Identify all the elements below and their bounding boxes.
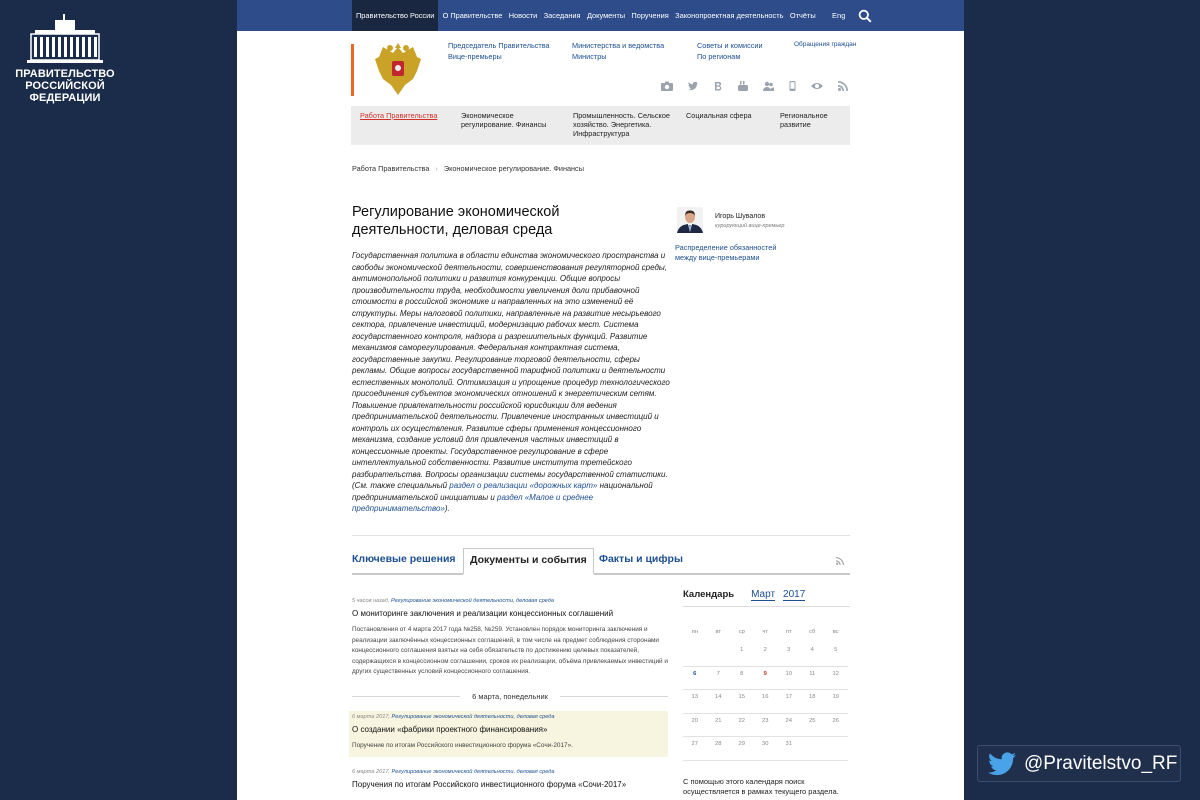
calendar-day[interactable]: 28 bbox=[707, 737, 731, 761]
item-meta: 6 марта 2017, Регулирование экономической деятельности, деловая среда bbox=[352, 769, 555, 775]
calendar-day[interactable]: 1 bbox=[730, 643, 754, 667]
calendar-day bbox=[801, 737, 825, 761]
nav-reports[interactable]: Отчёты bbox=[789, 11, 816, 20]
calendar-day[interactable]: 21 bbox=[707, 714, 731, 738]
item-meta: 5 часов назад, Регулирование экономической деятельности, деловая среда bbox=[352, 598, 554, 604]
subnav-social[interactable]: Социальная сфера bbox=[686, 111, 752, 120]
rss-icon[interactable] bbox=[838, 81, 848, 91]
accent-bar bbox=[351, 44, 354, 96]
weekday-label: сб bbox=[809, 629, 816, 635]
twitter-badge[interactable] bbox=[977, 745, 1181, 782]
calendar-note: С помощью этого календаря поиск осуществляется в рамках текущего раздела. bbox=[683, 776, 839, 796]
nav-legislation[interactable]: Законопроектная деятельность bbox=[675, 11, 784, 20]
category-link[interactable]: Регулирование экономической деятельности, деловая среда bbox=[391, 713, 555, 720]
day-separator: 6 марта, понедельник bbox=[352, 692, 668, 701]
tab-key-decisions[interactable]: Ключевые решения bbox=[352, 553, 456, 565]
calendar-day[interactable]: 29 bbox=[730, 737, 754, 761]
weekday-label: вт bbox=[715, 629, 722, 635]
duties-link[interactable]: Распределение обязанностей между вице-премьерами bbox=[675, 243, 777, 262]
description-suffix: ). bbox=[444, 504, 450, 513]
search-icon[interactable] bbox=[858, 9, 872, 23]
breadcrumb-item-government-work[interactable]: Работа Правительства bbox=[352, 164, 430, 173]
calendar-day[interactable]: 20 bbox=[683, 714, 707, 738]
calendar-day[interactable]: 30 bbox=[754, 737, 778, 761]
nav-documents[interactable]: Документы bbox=[586, 11, 626, 20]
header-links-col3 bbox=[697, 40, 763, 62]
calendar-title: Календарь bbox=[683, 589, 735, 600]
calendar-day[interactable]: 11 bbox=[801, 667, 825, 691]
divider bbox=[352, 535, 850, 536]
section-navigation bbox=[351, 106, 850, 145]
year-select[interactable]: 2017 bbox=[783, 589, 806, 600]
link-ministers[interactable]: Министры bbox=[572, 52, 607, 61]
tab-facts-figures[interactable]: Факты и цифры bbox=[599, 553, 683, 565]
tab-documents-events[interactable]: Документы и события bbox=[463, 548, 594, 575]
weekday-label: вс bbox=[832, 629, 839, 635]
calendar-day[interactable]: 16 bbox=[754, 690, 778, 714]
calendar-day[interactable]: 9 bbox=[754, 667, 778, 691]
curator-role: курирующий вице-премьер bbox=[715, 223, 785, 229]
phone-icon[interactable] bbox=[789, 81, 796, 91]
language-switch[interactable]: Eng bbox=[832, 11, 846, 20]
header bbox=[237, 31, 964, 106]
website-page bbox=[237, 0, 964, 800]
calendar-day[interactable]: 5 bbox=[824, 643, 848, 667]
vk-icon[interactable] bbox=[713, 81, 723, 91]
subnav-regional[interactable]: Региональное развитие bbox=[780, 111, 828, 129]
calendar-day[interactable]: 26 bbox=[824, 714, 848, 738]
people-icon[interactable] bbox=[763, 81, 774, 91]
camera-icon[interactable] bbox=[661, 81, 673, 91]
subnav-industry[interactable]: Промышленность. Сельское хозяйство. Энергетика. Инфраструктура bbox=[573, 111, 670, 138]
subnav-government-work[interactable]: Работа Правительства bbox=[360, 111, 438, 120]
nav-news[interactable]: Новости bbox=[508, 11, 538, 20]
list-item bbox=[352, 598, 668, 678]
header-links-col2 bbox=[572, 40, 664, 62]
breadcrumb bbox=[352, 164, 584, 173]
calendar-day[interactable]: 15 bbox=[730, 690, 754, 714]
calendar-day[interactable]: 2 bbox=[754, 643, 778, 667]
youtube-icon[interactable] bbox=[738, 81, 748, 91]
item-title[interactable]: О мониторинге заключения и реализации концессионных соглашений bbox=[352, 609, 614, 618]
rss-icon[interactable] bbox=[836, 557, 844, 565]
link-vice-premiers[interactable]: Вице-премьеры bbox=[448, 52, 502, 61]
nav-government-russia[interactable]: Правительство России bbox=[352, 0, 438, 31]
brand-title: ПРАВИТЕЛЬСТВО РОССИЙСКОЙ ФЕДЕРАЦИИ bbox=[15, 68, 115, 104]
link-regions[interactable]: По регионам bbox=[697, 52, 741, 61]
calendar-day[interactable]: 13 bbox=[683, 690, 707, 714]
calendar-day[interactable]: 4 bbox=[801, 643, 825, 667]
item-description: Поручение по итогам Российского инвестиционного форума «Сочи-2017». bbox=[352, 741, 573, 749]
calendar-day[interactable]: 10 bbox=[777, 667, 801, 691]
weekday-label: пт bbox=[785, 629, 792, 635]
curator-name[interactable]: Игорь Шувалов bbox=[715, 213, 766, 220]
nav-meetings[interactable]: Заседания bbox=[543, 11, 581, 20]
list-item bbox=[349, 711, 668, 758]
small-business-link[interactable]: раздел «Малое и среднее предпринимательство» bbox=[352, 492, 594, 513]
list-item bbox=[352, 769, 668, 790]
page-title: Регулирование экономической деятельности, деловая среда bbox=[352, 204, 560, 238]
twitter-icon[interactable] bbox=[688, 81, 698, 91]
weekday-label: пн bbox=[691, 629, 698, 635]
chevron-right-icon: › bbox=[435, 164, 438, 173]
twitter-handle: @Pravitelstvo_RF bbox=[1024, 752, 1178, 774]
government-building-icon bbox=[25, 14, 105, 64]
calendar-day[interactable]: 6 bbox=[683, 667, 707, 691]
news-feed bbox=[352, 598, 668, 790]
calendar bbox=[683, 589, 850, 797]
link-appeals[interactable]: Обращения граждан bbox=[794, 41, 857, 48]
calendar-grid bbox=[683, 625, 850, 761]
eye-icon[interactable] bbox=[811, 81, 823, 91]
calendar-day[interactable]: 3 bbox=[777, 643, 801, 667]
calendar-header bbox=[683, 589, 850, 607]
subnav-economic-regulation[interactable]: Экономическое регулирование. Финансы bbox=[461, 111, 547, 129]
calendar-day[interactable]: 12 bbox=[824, 667, 848, 691]
item-meta: 6 марта 2017, Регулирование экономической деятельности, деловая среда bbox=[352, 713, 555, 720]
nav-about[interactable]: О Правительстве bbox=[442, 11, 503, 20]
roadmaps-link[interactable]: раздел о реализации «дорожных карт» bbox=[449, 481, 598, 490]
category-link[interactable]: Регулирование экономической деятельности, деловая среда bbox=[390, 598, 554, 604]
twitter-bird-icon bbox=[988, 752, 1016, 776]
category-link[interactable]: Регулирование экономической деятельности, деловая среда bbox=[391, 769, 555, 775]
calendar-day[interactable]: 22 bbox=[730, 714, 754, 738]
calendar-day[interactable]: 14 bbox=[707, 690, 731, 714]
calendar-day[interactable]: 19 bbox=[824, 690, 848, 714]
link-chairman[interactable]: Председатель Правительства bbox=[448, 41, 550, 50]
description-text: Государственная политика в области единства экономического пространства и свободы экономической деятельности, совершенствования регуляторной среды, антимонопольной политики и развития конкуренции. Общие вопросы производительности труда, необходимости увеличения доли прибавочной стоимости в российской экономике и направленных на это изменений её структуры. Меры налоговой политики, направленные на развитие несырьевого сектора, привлечение инвестиций, модернизацию рабочих мест. Система государственного контроля, надзора и разрешительных функций. Развитие механизмов саморегулирования. Федеральная контрактная система, государственные закупки. Регулирование торговой деятельности, сферы рекламы. Общие вопросы государственной тарифной политики и деятельности естественных монополий. Оптимизация и упрощение процедур технологического присоединения субъектов экономических отношений к энергетическим сетям. Повышение привлекательности российской юрисдикции для ведения предпринимательской деятельности. Привлечение иностранных инвестиций и контроль их осуществления. Развитие сферы применения концессионного механизма, создание условий для привлечения частных инвестиций в концессионные проекты. Государственное регулирование в сфере интеллектуальной собственности. Развитие института третейского разбирательства. Вопросы организации системы государственной статистики. bbox=[352, 251, 670, 479]
avatar bbox=[677, 207, 703, 233]
header-links-col1 bbox=[448, 40, 550, 62]
breadcrumb-item-economic-regulation[interactable]: Экономическое регулирование. Финансы bbox=[443, 164, 584, 173]
calendar-day[interactable]: 27 bbox=[683, 737, 707, 761]
description-see-also: (См. также специальный bbox=[352, 481, 450, 490]
section-description bbox=[352, 250, 670, 515]
calendar-day[interactable]: 24 bbox=[777, 714, 801, 738]
calendar-day bbox=[707, 643, 731, 667]
nav-instructions[interactable]: Поручения bbox=[631, 11, 669, 20]
link-councils[interactable]: Советы и комиссии bbox=[697, 41, 763, 50]
social-icons bbox=[661, 81, 848, 91]
calendar-day[interactable]: 23 bbox=[754, 714, 778, 738]
calendar-day[interactable]: 31 bbox=[777, 737, 801, 761]
calendar-day bbox=[824, 737, 848, 761]
item-title[interactable]: О создании «фабрики проектного финансирования» bbox=[352, 724, 548, 734]
calendar-day[interactable]: 18 bbox=[801, 690, 825, 714]
coat-of-arms-icon[interactable] bbox=[373, 41, 423, 97]
month-select[interactable]: Март bbox=[751, 589, 776, 600]
link-ministries[interactable]: Министерства и ведомства bbox=[572, 41, 665, 50]
calendar-day[interactable]: 7 bbox=[707, 667, 731, 691]
top-navigation bbox=[237, 0, 964, 31]
weekday-label: чт bbox=[762, 629, 769, 635]
content-tabs bbox=[352, 548, 850, 575]
government-logo[interactable] bbox=[12, 14, 118, 104]
calendar-day[interactable]: 8 bbox=[730, 667, 754, 691]
calendar-day[interactable]: 25 bbox=[801, 714, 825, 738]
calendar-day[interactable]: 17 bbox=[777, 690, 801, 714]
calendar-day bbox=[683, 643, 707, 667]
weekday-label: ср bbox=[738, 629, 745, 635]
description-middle: национальной предпринимательской инициативы и bbox=[352, 481, 653, 502]
item-title[interactable]: Поручения по итогам Российского инвестиционного форума «Сочи-2017» bbox=[352, 780, 627, 789]
item-description: Постановления от 4 марта 2017 года №258, №259. Установлен порядок мониторинга заключения и реализации заключённых концессионных соглашений, в том числе на предмет соблюдения сторонами концессионного соглашения взятых на себя обязательств по достижению целевых показателей, содержащихся в концессионном соглашении, сроков их реализации, объёма привлекаемых инвестиций и других существенных условий концессионного соглашения. bbox=[352, 626, 668, 675]
